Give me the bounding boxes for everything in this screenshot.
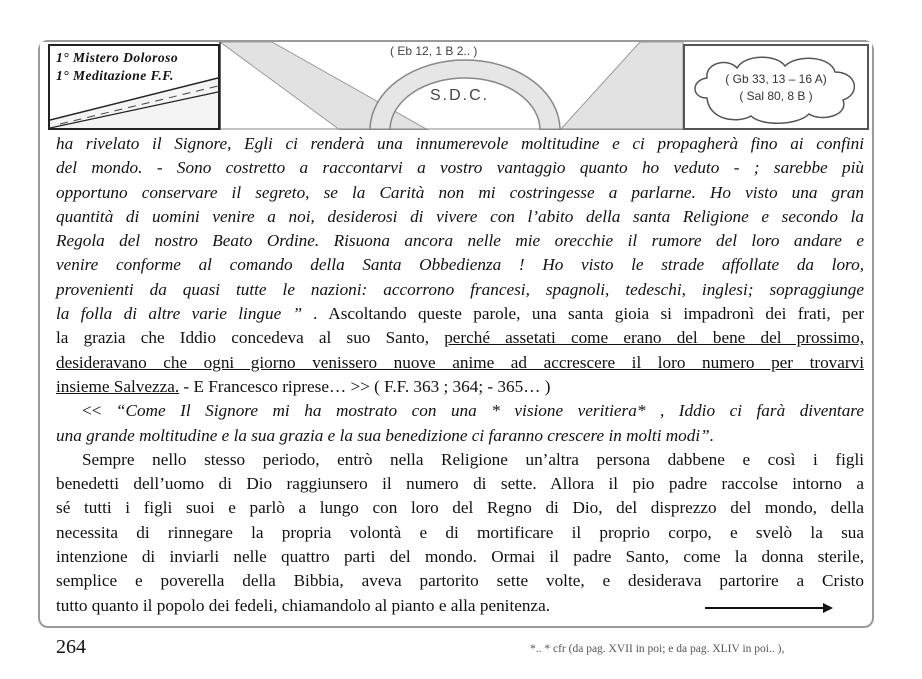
text-line	[56, 326, 864, 350]
text-line: Sempre nello stesso periodo, entrò nella Religione un’altra persona dabbene e così i figli	[82, 449, 864, 469]
underlined-fragment: insieme Salvezza.	[56, 376, 180, 396]
text-line: necessita di rinnegare la propria volontà e di mortificare il proprio corpo, e svelò la sua	[56, 522, 864, 542]
sdc-label: S.D.C.	[430, 87, 490, 104]
text-line: del mondo. - Sono costretto a raccontarvi a vostro vantaggio quanto ho veduto - ; sarebbe più	[56, 158, 864, 178]
text-line: venire conforme al comando della Santa Obbedienza ! Ho visto le strade affollate da loro,	[56, 255, 864, 275]
text-fragment: Ascoltando queste parole, una santa gioia si impadronì dei frati, per	[317, 304, 864, 324]
text-line: provenienti da quasi tutte le nazioni: accorrono francesi, spagnoli, tedeschi, inglesi; sopraggiunge	[56, 279, 864, 299]
text-line: semplice e poverella della Bibbia, aveva partorito sette volte, e desiderava partorire a Cristo	[56, 571, 864, 591]
text-line: una grande moltitudine e la sua grazia e la sua benedizione ci faranno crescere in molti modi”.	[56, 425, 714, 445]
text-line: benedetti dell’uomo di Dio raggiunsero il numero di sette. Allora il pio padre raccolse intorno a	[56, 474, 864, 494]
meditation-text	[56, 132, 864, 618]
text-fragment: - E Francesco riprese… >> ( F.F. 363 ; 364; - 365… )	[179, 376, 551, 396]
text-line	[56, 375, 864, 399]
cloud-ref-line2: ( Sal 80, 8 B )	[739, 89, 813, 103]
text-fragment: la folla di altre varie lingue ” .	[56, 304, 318, 324]
cloud-shape	[685, 46, 867, 128]
mystery-title: 1° Mistero Doloroso	[56, 50, 179, 65]
text-fragment: <<	[82, 401, 116, 421]
reference-box	[683, 44, 869, 130]
text-line: Regola del nostro Beato Ordine. Risuona ancora nelle mie orecchie il rumore del loro andare e	[56, 231, 864, 251]
underlined-fragment: perché assetati come erano del bene del prossimo,	[444, 328, 864, 348]
eb-reference: ( Eb 12, 1 B 2.. )	[390, 44, 478, 58]
text-line	[56, 302, 864, 326]
text-fragment: “Come Il Signore mi ha mostrato con una * visione veritiera* , Iddio ci farà diventare	[115, 401, 864, 421]
continue-arrow-icon	[705, 600, 835, 616]
text-line: opportuno conservare il segreto, se la Carità non mi costringesse a parlarne. Ho visto una gran	[56, 182, 864, 202]
text-line	[56, 399, 864, 423]
footnote: *.. * cfr (da pag. XVII in poi; e da pag. XLIV in poi.. ),	[530, 643, 785, 655]
meditation-title: 1° Meditazione F.F.	[56, 68, 174, 83]
text-line: sé tutti i figli suoi e parlò a lungo con loro del Regno di Dio, del disprezzo del mondo, della	[56, 498, 864, 518]
text-line: desideravano che ogni giorno venissero nuove anime ad accrescere il loro numero per trovarvi	[56, 352, 864, 372]
page-number: 264	[56, 636, 86, 658]
text-line: intenzione di inviarli nelle quattro parti del mondo. Ormai il padre Santo, come la donna sterile,	[56, 547, 864, 567]
mystery-title-box	[48, 44, 220, 130]
text-fragment: la grazia che Iddio concedeva al suo Santo,	[56, 328, 445, 348]
cloud-ref-line1: ( Gb 33, 13 – 16 A)	[725, 72, 827, 86]
text-line: quantità di uomini venire a noi, desiderosi di vivere con l’abito della santa Religione e secondo la	[56, 206, 864, 226]
text-line: tutto quanto il popolo dei fedeli, chiamandolo al pianto e alla penitenza.	[56, 595, 550, 615]
text-line: ha rivelato il Signore, Egli ci renderà una innumerevole moltitudine e ci propagherà fino ai confini	[56, 134, 864, 153]
